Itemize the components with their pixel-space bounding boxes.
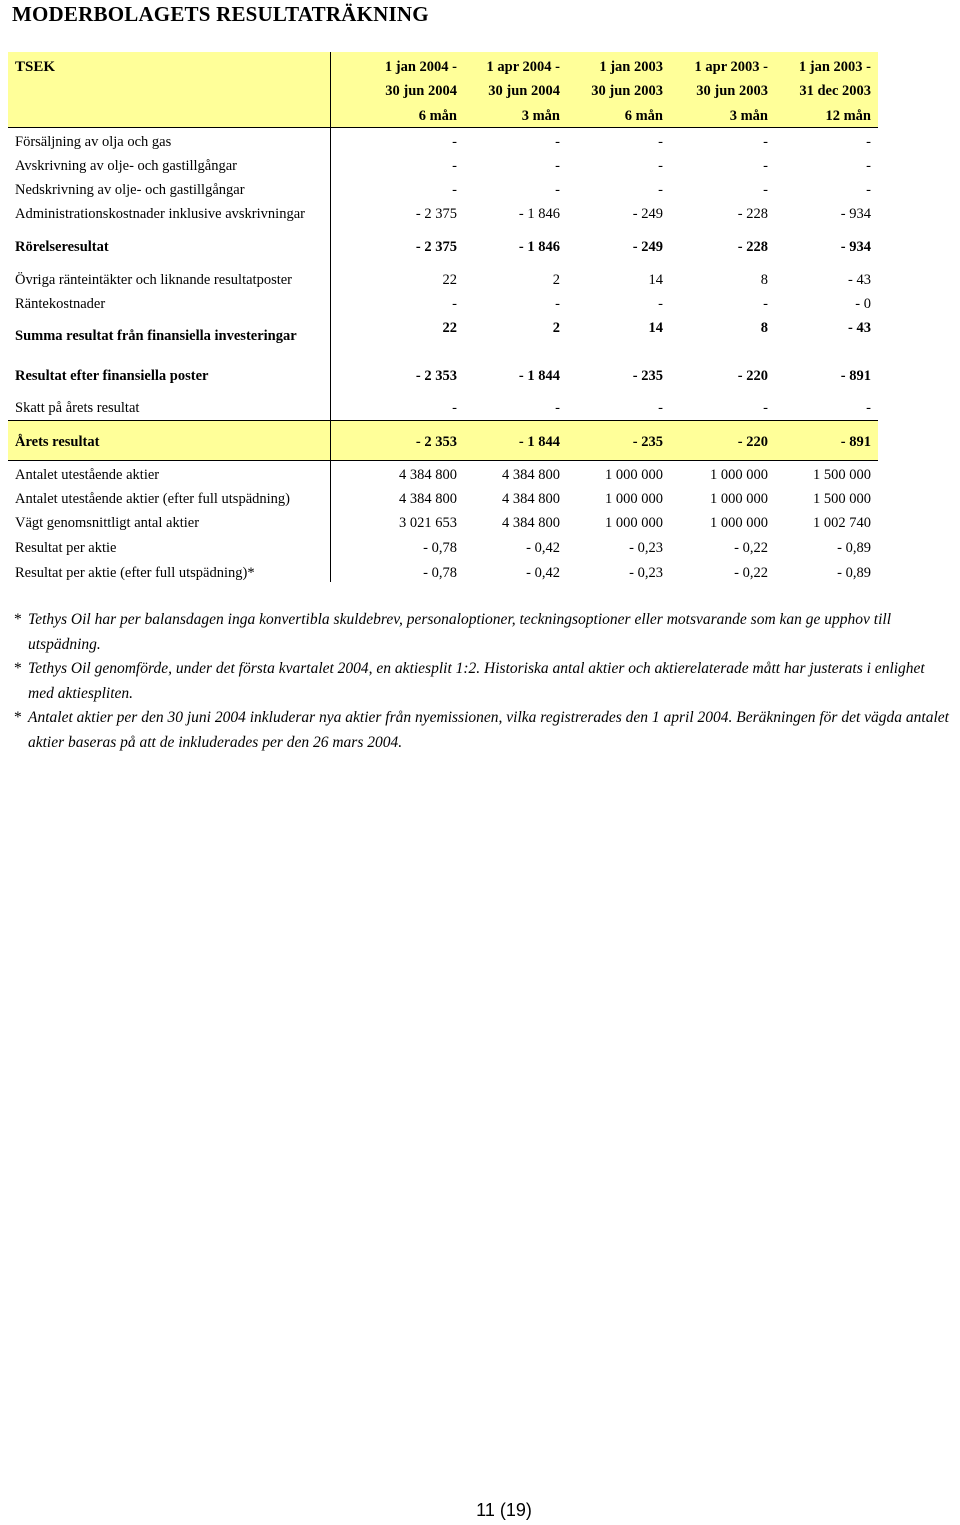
col-header-line1: 1 apr 2003 -	[694, 59, 768, 75]
table-cell: - 43	[848, 320, 871, 336]
table-cell: - 0,42	[526, 565, 560, 581]
table-cell: - 891	[840, 434, 871, 450]
row-label: Resultat per aktie (efter full utspädning)*	[15, 565, 255, 581]
table-cell: 1 000 000	[710, 491, 768, 507]
footnote-text: Antalet aktier per den 30 juni 2004 inkluderar nya aktier från nyemissionen, vilka registrerades den 1 april 2004. Beräkningen för det vägda antalet aktier baseras på att de inkluderades per den 26 mars 2004.	[28, 709, 949, 751]
col-header-line1: 1 jan 2003 -	[798, 59, 871, 75]
table-row	[0, 178, 960, 202]
table-row	[0, 154, 960, 178]
table-cell: -	[555, 182, 560, 198]
table-cell: - 0,78	[423, 540, 457, 556]
table-cell: - 0,23	[629, 565, 663, 581]
table-cell: - 228	[737, 206, 768, 222]
table-row	[0, 561, 960, 585]
table-cell: 8	[760, 320, 768, 336]
table-cell: - 249	[632, 206, 663, 222]
table-cell: 1 000 000	[605, 491, 663, 507]
table-cell: 4 384 800	[399, 467, 457, 483]
footnote	[14, 657, 954, 706]
table-cell: 4 384 800	[502, 515, 560, 531]
row-label: Avskrivning av olje- och gastillgångar	[15, 158, 238, 174]
table-cell: - 2 375	[415, 206, 457, 222]
table-cell: - 1 846	[518, 239, 560, 255]
table-cell: 1 000 000	[710, 467, 768, 483]
table-cell: -	[658, 158, 663, 174]
table-cell: - 1 846	[518, 206, 560, 222]
table-cell: 1 000 000	[605, 515, 663, 531]
table-row	[0, 268, 960, 292]
table-cell: 2	[552, 320, 560, 336]
table-cell: 4 384 800	[502, 467, 560, 483]
row-label: Räntekostnader	[15, 296, 106, 312]
row-label: Årets resultat	[15, 434, 100, 450]
table-cell: - 0,22	[734, 540, 768, 556]
table-cell: -	[555, 158, 560, 174]
col-header-line2: 30 jun 2003	[696, 83, 768, 99]
table-cell: - 235	[632, 434, 663, 450]
table-cell: -	[452, 182, 457, 198]
table-cell: 1 002 740	[813, 515, 871, 531]
col-header-line3: 3 mån	[729, 108, 768, 124]
col-header-line3: 3 mån	[521, 108, 560, 124]
col-header-line2: 31 dec 2003	[799, 83, 871, 99]
col-header-line1: 1 apr 2004 -	[486, 59, 560, 75]
table-cell: 1 500 000	[813, 491, 871, 507]
table-cell: -	[763, 400, 768, 416]
table-cell: - 2 353	[415, 368, 457, 384]
table-cell: - 891	[840, 368, 871, 384]
table-row	[0, 235, 960, 259]
table-cell: - 0,23	[629, 540, 663, 556]
footnote-marker: *	[14, 611, 22, 628]
table-cell: 14	[648, 272, 663, 288]
table-cell: 2	[552, 272, 560, 288]
row-label: Rörelseresultat	[15, 239, 109, 255]
table-row	[0, 487, 960, 511]
table-row	[0, 511, 960, 535]
table-cell: -	[555, 134, 560, 150]
table-cell: -	[866, 400, 871, 416]
footnote-text: Tethys Oil har per balansdagen inga konvertibla skuldebrev, personaloptioner, teckningsoptioner eller motsvarande som kan ge upphov till utspädning.	[28, 611, 892, 653]
table-cell: - 0	[855, 296, 871, 312]
col-header-line3: 6 mån	[624, 108, 663, 124]
table-cell: - 0,22	[734, 565, 768, 581]
table-row	[0, 536, 960, 560]
table-cell: -	[866, 158, 871, 174]
page-title: MODERBOLAGETS RESULTATRÄKNING	[12, 2, 429, 26]
table-cell: 1 000 000	[605, 467, 663, 483]
table-cell: 22	[442, 272, 457, 288]
table-cell: - 220	[737, 368, 768, 384]
col-header-line1: 1 jan 2003	[599, 59, 663, 75]
table-cell: 1 000 000	[710, 515, 768, 531]
table-cell: - 249	[632, 239, 663, 255]
header-row-1	[0, 55, 960, 79]
table-cell: - 1 844	[518, 368, 560, 384]
col-header-line1: 1 jan 2004 -	[384, 59, 457, 75]
table-cell: -	[452, 158, 457, 174]
table-cell: -	[658, 296, 663, 312]
footnote-marker: *	[14, 709, 22, 726]
table-cell: -	[555, 296, 560, 312]
table-cell: -	[658, 134, 663, 150]
table-cell: 8	[760, 272, 768, 288]
row-label: Resultat efter finansiella poster	[15, 368, 209, 384]
table-row	[0, 430, 960, 454]
row-label: Administrationskostnader inklusive avskrivningar	[15, 206, 305, 222]
table-cell: - 2 375	[415, 239, 457, 255]
table-cell: - 0,89	[837, 540, 871, 556]
table-row	[0, 364, 960, 388]
table-cell: -	[452, 134, 457, 150]
footnote	[14, 706, 954, 755]
table-cell: 22	[442, 320, 457, 336]
table-cell: 3 021 653	[399, 515, 457, 531]
header-row-2	[0, 79, 960, 103]
table-cell: -	[763, 158, 768, 174]
table-cell: - 220	[737, 434, 768, 450]
table-row	[0, 396, 960, 420]
table-cell: -	[866, 182, 871, 198]
table-cell: -	[866, 134, 871, 150]
row-label: Försäljning av olja och gas	[15, 134, 172, 150]
table-cell: -	[452, 296, 457, 312]
table-cell: -	[763, 296, 768, 312]
table-cell: -	[452, 400, 457, 416]
table-cell: - 228	[737, 239, 768, 255]
table-row	[0, 292, 960, 316]
table-cell: - 934	[840, 239, 871, 255]
table-cell: - 1 844	[518, 434, 560, 450]
row-label: Skatt på årets resultat	[15, 400, 140, 416]
col-header-line2: 30 jun 2004	[385, 83, 457, 99]
table-cell: - 43	[848, 272, 871, 288]
table-cell: - 0,42	[526, 540, 560, 556]
footnotes	[14, 608, 954, 755]
table-cell: -	[658, 400, 663, 416]
table-cell: - 2 353	[415, 434, 457, 450]
row-label: Vägt genomsnittligt antal aktier	[15, 515, 200, 531]
table-row	[0, 202, 960, 226]
row-label: Antalet utestående aktier	[15, 467, 160, 483]
table-row	[0, 463, 960, 487]
unit-label: TSEK	[15, 59, 56, 75]
table-row	[0, 316, 960, 344]
footnote	[14, 608, 954, 657]
footnote-marker: *	[14, 660, 22, 677]
table-cell: - 0,78	[423, 565, 457, 581]
col-header-line3: 12 mån	[825, 108, 871, 124]
footnote-text: Tethys Oil genomförde, under det första kvartalet 2004, en aktiesplit 1:2. Historiska antal aktier och aktierelaterade mått har justerats i enlighet med aktiespliten.	[28, 660, 925, 702]
table-cell: 4 384 800	[399, 491, 457, 507]
table-cell: 1 500 000	[813, 467, 871, 483]
table-cell: -	[763, 134, 768, 150]
table-cell: - 235	[632, 368, 663, 384]
table-cell: -	[763, 182, 768, 198]
col-header-line2: 30 jun 2003	[591, 83, 663, 99]
col-header-line3: 6 mån	[418, 108, 457, 124]
row-label: Resultat per aktie	[15, 540, 117, 556]
table-row	[0, 130, 960, 154]
col-header-line2: 30 jun 2004	[488, 83, 560, 99]
table-cell: -	[555, 400, 560, 416]
table-cell: - 934	[840, 206, 871, 222]
table-cell: 4 384 800	[502, 491, 560, 507]
row-label: Summa resultat från finansiella investeringar	[15, 328, 297, 344]
table-cell: - 0,89	[837, 565, 871, 581]
table-cell: -	[658, 182, 663, 198]
row-label: Övriga ränteintäkter och liknande resultatposter	[15, 272, 293, 288]
page-number: 11 (19)	[476, 1500, 532, 1520]
row-label: Nedskrivning av olje- och gastillgångar	[15, 182, 245, 198]
header-row-3	[0, 104, 960, 128]
row-label: Antalet utestående aktier (efter full utspädning)	[15, 491, 290, 507]
table-cell: 14	[648, 320, 663, 336]
